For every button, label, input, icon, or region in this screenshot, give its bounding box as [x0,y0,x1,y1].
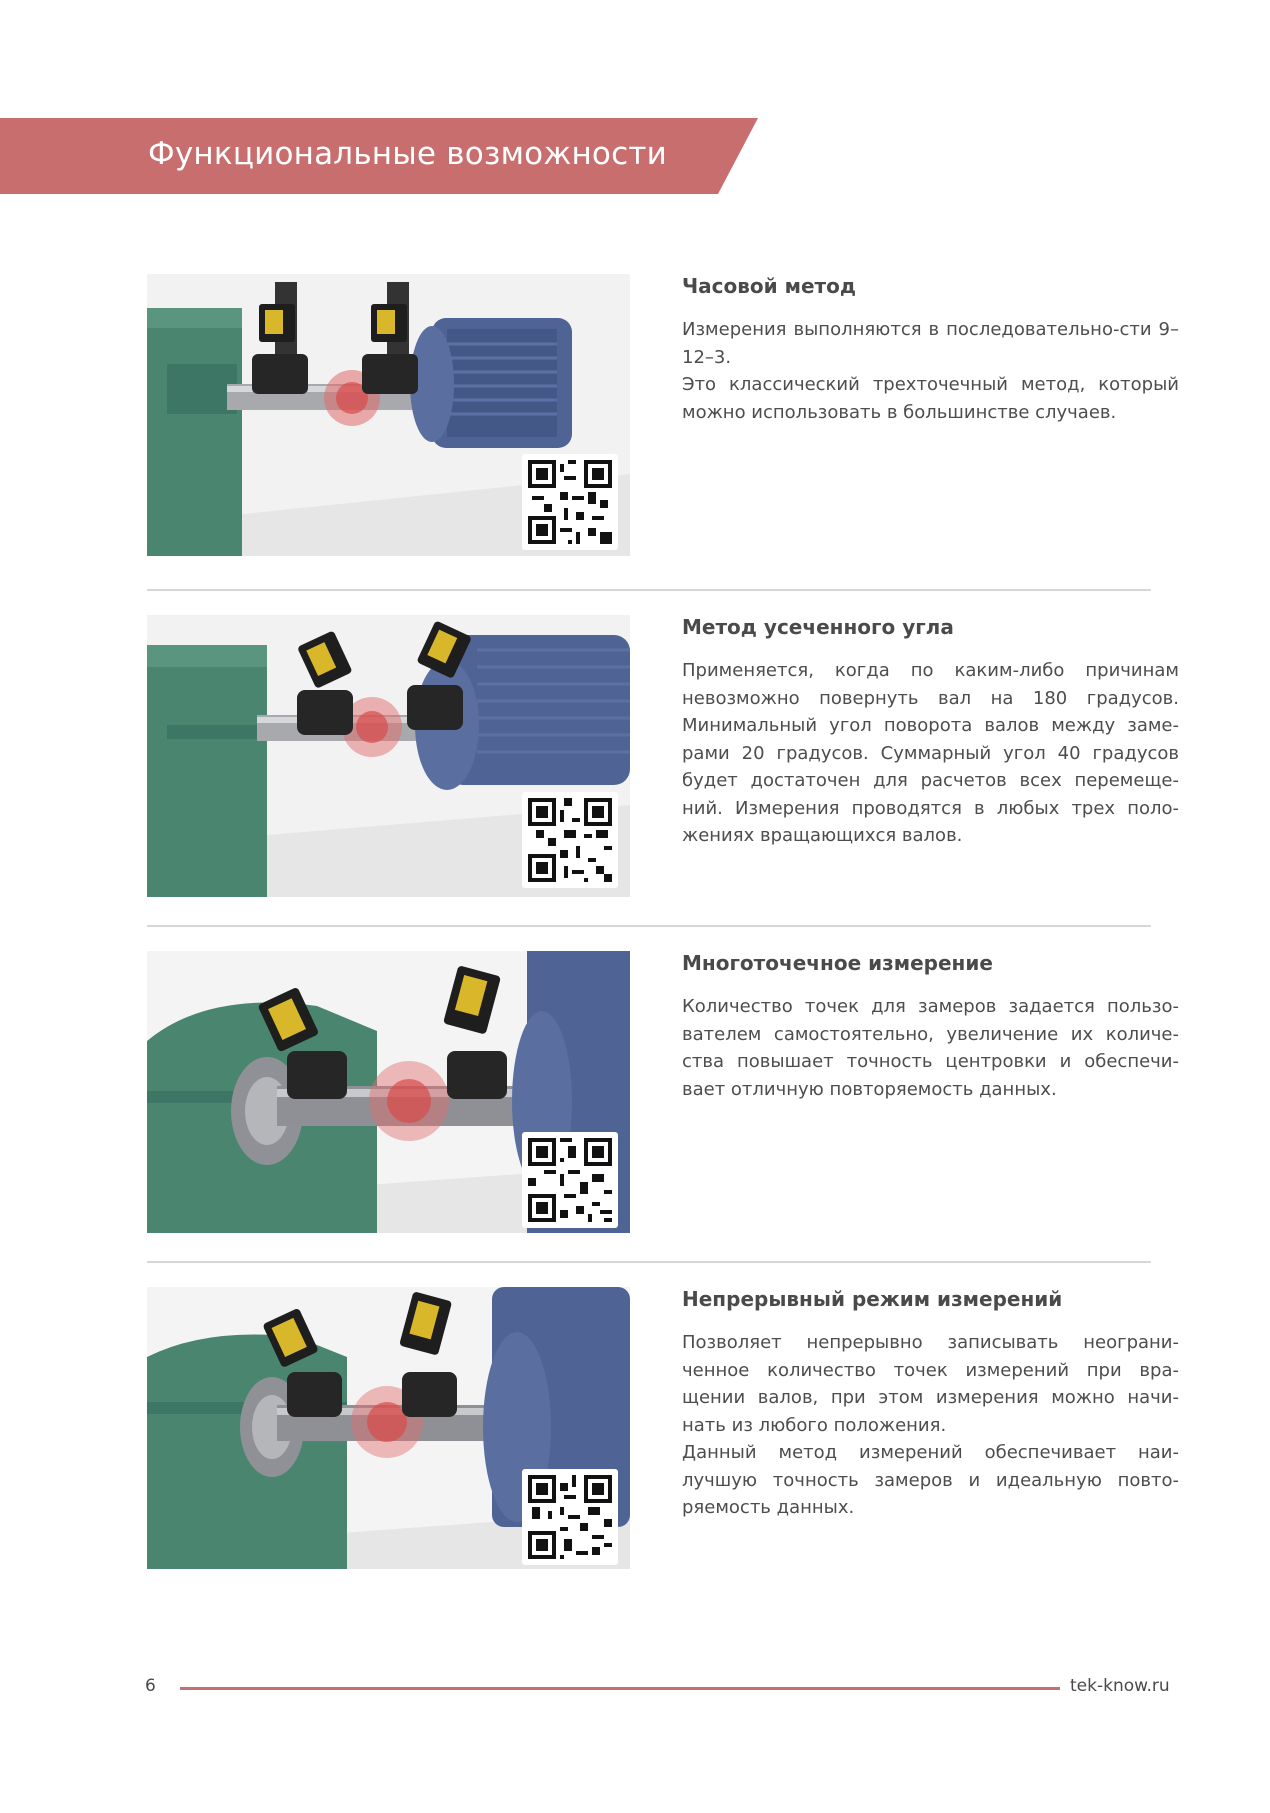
section-paragraph [682,316,1179,426]
qr-code-icon[interactable] [522,1469,618,1565]
section-heading: Многоточечное измерение [682,951,993,975]
continuous-mode-text [682,1287,1179,1522]
section-divider [147,925,1151,927]
footer-rule [180,1687,1060,1690]
qr-code-icon[interactable] [522,454,618,550]
section-heading: Часовой метод [682,274,857,298]
paragraph-line: Это классический трехточечный метод, который можно использовать в большинстве случаев. [682,374,1179,423]
paragraph-line: Измерения выполняются в последовательно-сти 9–12–3. [682,319,1179,368]
truncated-angle-text [682,615,1179,850]
section-divider [147,1261,1151,1263]
section-paragraph: Применяется, когда по каким-либо причинам невозможно повернуть вал на 180 градусов. Минимальный угол поворота валов между заме-рами 20 градусов. Суммарный угол 40 градусов будет достаточен для расчетов всех перемеще-ний. Измерения проводятся в любых трех поло-жениях вращающихся валов. [682,660,1179,846]
section-paragraph [682,1329,1179,1522]
qr-code-icon[interactable] [522,792,618,888]
section-paragraph: Количество точек для замеров задается пользо-вателем самостоятельно, увеличение их количе-ства повышает точность центровки и обеспечи-вает отличную повторяемость данных. [682,996,1179,1100]
clock-method-text [682,274,1179,426]
qr-pattern [528,1138,612,1222]
paragraph-line: Данный метод измерений обеспечивает наи-лучшую точность замеров и идеальную повто-ряемость данных. [682,1442,1179,1518]
section-divider [147,589,1151,591]
multipoint-text [682,951,1179,1103]
page-title: Функциональные возможности [148,136,667,172]
site-url-link[interactable]: tek-know.ru [1070,1676,1170,1696]
qr-pattern [528,460,612,544]
qr-pattern [528,1475,612,1559]
section-heading: Метод усеченного угла [682,615,954,639]
paragraph-line: Позволяет непрерывно записывать неограни-ченное количество точек измерений при вра-щении валов, при этом измерения можно начи-нать из любого положения. [682,1332,1179,1436]
page-number: 6 [145,1676,156,1696]
qr-code-icon[interactable] [522,1132,618,1228]
qr-pattern [528,798,612,882]
section-heading: Непрерывный режим измерений [682,1287,1063,1311]
